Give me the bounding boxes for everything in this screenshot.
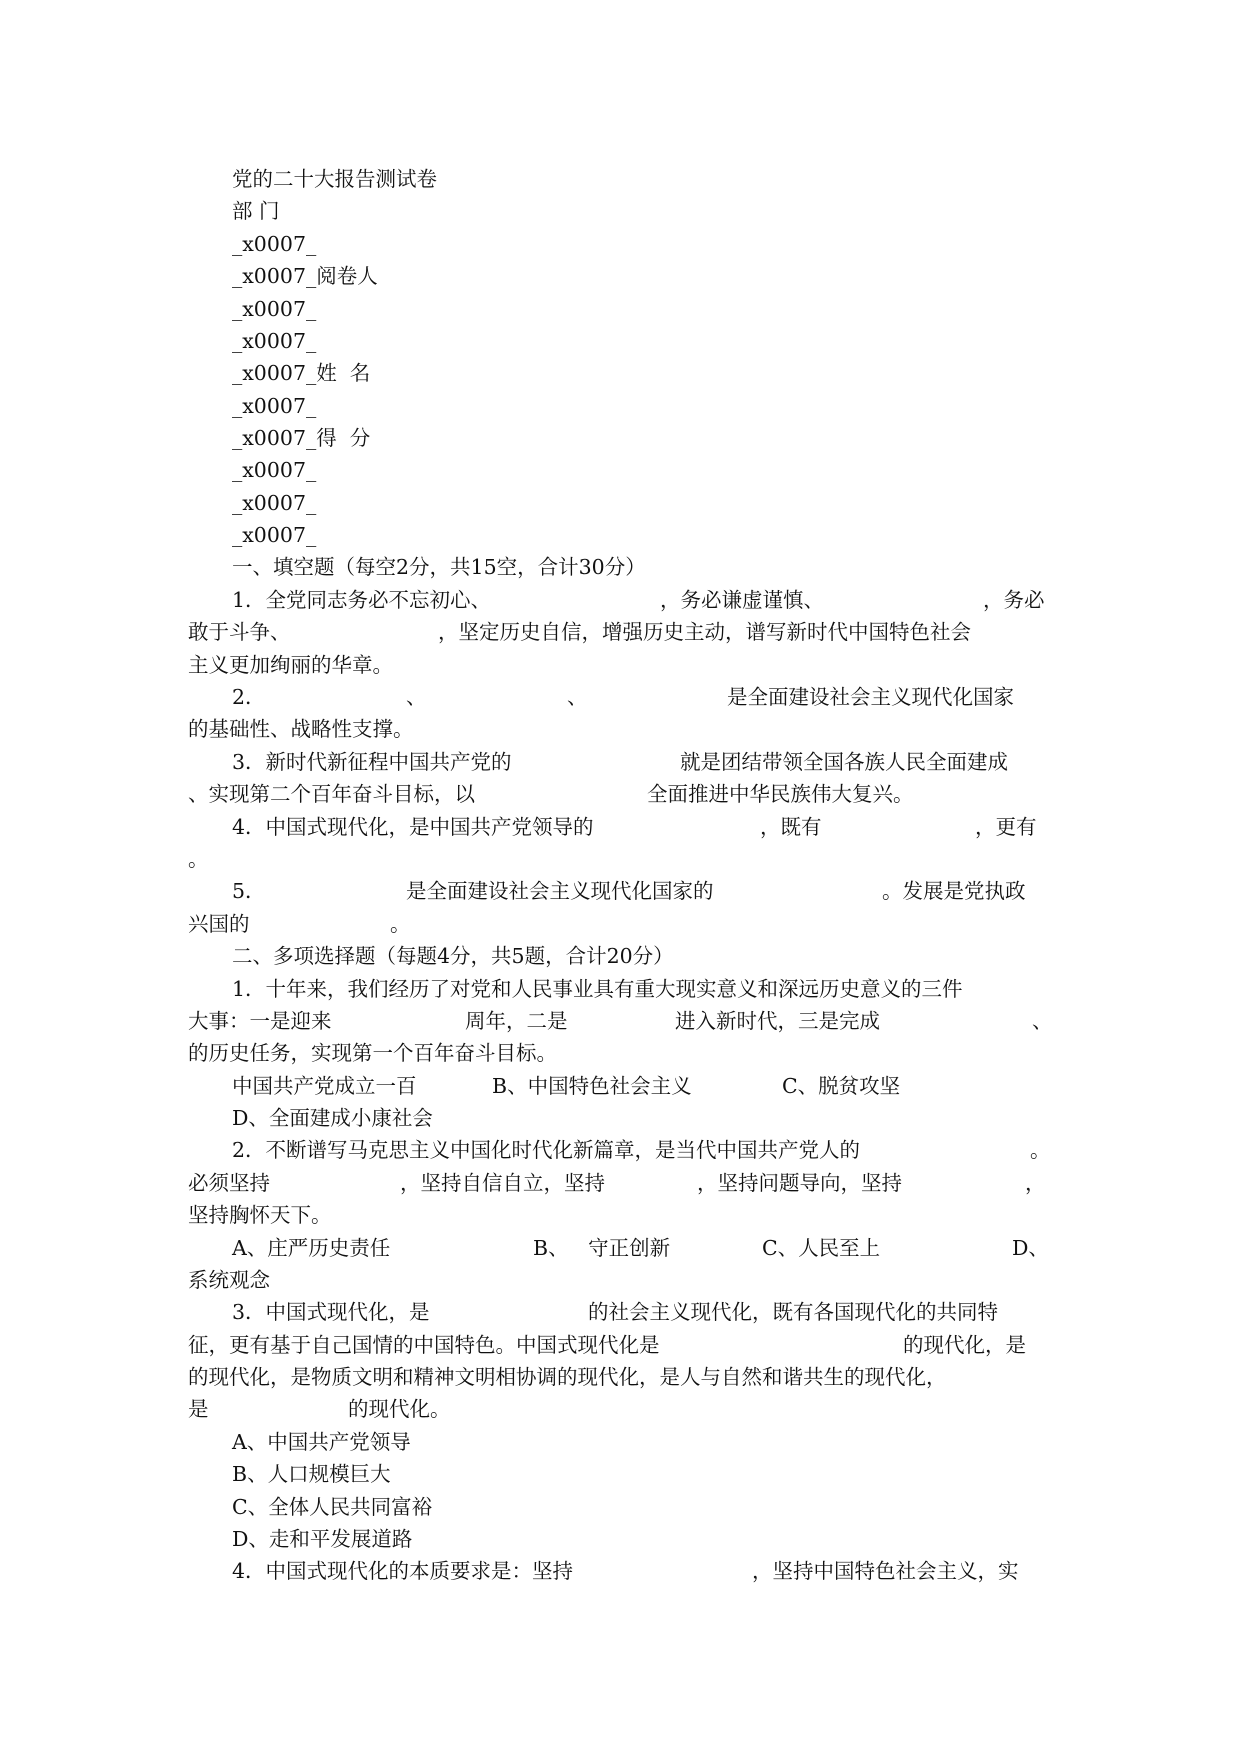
- question-text: 的社会主义现代化，既有各国现代化的共同特: [588, 1300, 998, 1324]
- option-a: 中国共产党成立一百: [232, 1074, 417, 1098]
- placeholder-code: _x0007_: [232, 394, 317, 418]
- question-text: ，: [1025, 1171, 1046, 1195]
- question-text: 是全面建设社会主义现代化国家的: [406, 879, 714, 903]
- question-text: 必须坚持: [188, 1171, 270, 1195]
- question-text: ，更有: [975, 815, 1037, 839]
- question-text: 4．中国式现代化的本质要求是：坚持: [232, 1559, 574, 1583]
- question-text: ，坚持中国特色社会主义，实: [752, 1559, 1019, 1583]
- dept-label: 部 门: [232, 199, 280, 223]
- option-d-text: 系统观念: [188, 1268, 270, 1292]
- question-text: ，务必谦虚谨慎、: [660, 588, 824, 612]
- question-text: 、实现第二个百年奋斗目标，以: [188, 782, 475, 806]
- question-text: 、: [567, 685, 588, 709]
- placeholder-code: _x0007_: [232, 232, 317, 256]
- question-text: 。: [1030, 1138, 1051, 1162]
- question-text: 2．不断谱写马克思主义中国化时代化新篇章，是当代中国共产党人的: [232, 1138, 861, 1162]
- question-text: 周年，二是: [465, 1009, 568, 1033]
- question-text: ，坚持自信自立，坚持: [400, 1171, 605, 1195]
- option-d: D、走和平发展道路: [232, 1527, 413, 1551]
- name-label: _x0007_姓 名: [232, 361, 371, 385]
- option-a: A、庄严历史责任: [232, 1236, 391, 1260]
- question-text: 2．: [232, 685, 266, 709]
- question-text: 1．全党同志务必不忘初心、: [232, 588, 492, 612]
- question-text: 全面推进中华民族伟大复兴。: [647, 782, 914, 806]
- question-text: 3．新时代新征程中国共产党的: [232, 750, 512, 774]
- option-b: B、中国特色社会主义: [492, 1074, 692, 1098]
- question-text: ，坚定历史自信，增强历史主动，谱写新时代中国特色社会: [438, 620, 971, 644]
- section-heading: 一、填空题（每空2分，共15空，合计30分）: [232, 555, 646, 579]
- option-a: A、中国共产党领导: [232, 1430, 411, 1454]
- question-text: 的基础性、战略性支撑。: [188, 717, 414, 741]
- placeholder-code: _x0007_: [232, 329, 317, 353]
- question-text: 是全面建设社会主义现代化国家: [727, 685, 1014, 709]
- section-heading: 二、多项选择题（每题4分，共5题，合计20分）: [232, 944, 674, 968]
- question-text: 的现代化，是: [903, 1333, 1026, 1357]
- question-text: 进入新时代，三是完成: [675, 1009, 880, 1033]
- question-text: 。发展是党执政: [882, 879, 1026, 903]
- question-text: 是: [188, 1397, 209, 1421]
- question-text: ，务必: [983, 588, 1045, 612]
- option-b: B、 守正创新: [533, 1236, 671, 1260]
- option-d: D、: [1012, 1236, 1049, 1260]
- reviewer-label: _x0007_阅卷人: [232, 264, 378, 288]
- question-text: 4．中国式现代化，是中国共产党领导的: [232, 815, 594, 839]
- question-text: 兴国的: [188, 912, 250, 936]
- question-text: 坚持胸怀天下。: [188, 1203, 332, 1227]
- option-c: C、脱贫攻坚: [782, 1074, 901, 1098]
- score-label: _x0007_得 分: [232, 426, 371, 450]
- option-c: C、人民至上: [762, 1236, 881, 1260]
- question-text: ，坚持问题导向，坚持: [697, 1171, 902, 1195]
- question-text: 的现代化，是物质文明和精神文明相协调的现代化，是人与自然和谐共生的现代化，: [188, 1365, 947, 1389]
- placeholder-code: _x0007_: [232, 297, 317, 321]
- question-text: 、: [406, 685, 427, 709]
- question-text: 。: [188, 847, 209, 871]
- question-text: 大事：一是迎来: [188, 1009, 332, 1033]
- page-title: 党的二十大报告测试卷: [232, 167, 437, 191]
- question-text: 1．十年来，我们经历了对党和人民事业具有重大现实意义和深远历史意义的三件: [232, 977, 963, 1001]
- option-c: C、全体人民共同富裕: [232, 1495, 433, 1519]
- question-text: 征，更有基于自己国情的中国特色。中国式现代化是: [188, 1333, 660, 1357]
- question-text: ，既有: [760, 815, 822, 839]
- question-text: 3．中国式现代化，是: [232, 1300, 430, 1324]
- placeholder-code: _x0007_: [232, 491, 317, 515]
- option-b: B、人口规模巨大: [232, 1462, 391, 1486]
- option-d: D、全面建成小康社会: [232, 1106, 433, 1130]
- question-text: 的历史任务，实现第一个百年奋斗目标。: [188, 1041, 557, 1065]
- question-text: 主义更加绚丽的华章。: [188, 653, 393, 677]
- question-text: 就是团结带领全国各族人民全面建成: [680, 750, 1008, 774]
- question-text: 。: [390, 912, 411, 936]
- placeholder-code: _x0007_: [232, 458, 317, 482]
- question-text: 的现代化。: [348, 1397, 451, 1421]
- question-text: 、: [1032, 1009, 1053, 1033]
- placeholder-code: _x0007_: [232, 523, 317, 547]
- question-text: 5．: [232, 879, 266, 903]
- question-text: 敢于斗争、: [188, 620, 291, 644]
